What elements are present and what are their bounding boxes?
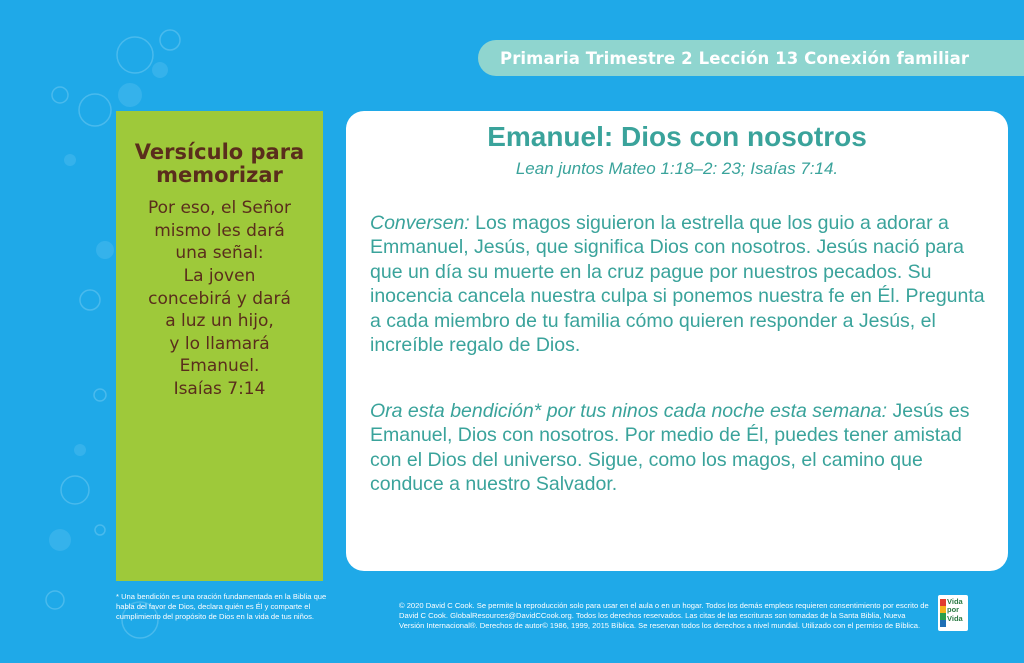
memory-verse-panel xyxy=(116,111,323,581)
conversation-body: Los magos siguieron la estrella que los guio a adorar a Emmanuel, Jesús, que significa Dios con nosotros. Jesús nació para que un día su muerte en la cruz pague por nuestros pecados. Su inocencia cancela nuestra culpa si ponemos nuestra fe en Él. Pregunta a cada miembro de tu familia cómo quieren responder a Jesús, el increíble regalo de Dios. xyxy=(370,212,985,356)
conversation-paragraph xyxy=(370,211,990,357)
blessing-footnote: * Una bendición es una oración fundamentada en la Biblia que habla del favor de Dios, declara quién es Él y comparte el cumplimiento del propósito de Dios en la vida de tus niños. xyxy=(116,592,327,621)
logo-line-2: por xyxy=(947,605,960,615)
family-connection-card xyxy=(346,111,1008,571)
lesson-header-text: Primaria Trimestre 2 Lección 13 Conexión familiar xyxy=(500,48,970,68)
card-subtitle: Lean juntos Mateo 1:18–2: 23; Isaías 7:14. xyxy=(515,159,839,178)
vida-por-vida-logo xyxy=(938,595,968,631)
logo-text xyxy=(947,598,963,623)
blessing-paragraph xyxy=(370,399,990,497)
logo-line-1: Vida xyxy=(947,597,963,606)
lesson-header xyxy=(478,40,1024,76)
blessing-body: Jesús es Emanuel, Dios con nosotros. Por medio de Él, puedes tener amistad con el Dios del universo. Sigue, como los magos, el camino que conduce a nuestro Salvador. xyxy=(370,400,970,496)
blessing-lead: Ora esta bendición* por tus ninos cada noche esta semana: xyxy=(370,400,888,422)
memory-verse-text: Por eso, el Señor mismo les dará una señal: La joven concebirá y dará a luz un hijo, y lo llamará Emanuel. Isaías 7:14 xyxy=(148,198,291,400)
memory-verse-title: Versículo para memorizar xyxy=(134,140,305,188)
card-title: Emanuel: Dios con nosotros xyxy=(487,121,867,152)
copyright-notice: © 2020 David C Cook. Se permite la reproducción solo para usar en el aula o en un hogar. Todos los demás empleos requieren consentimiento por escrito de David C Cook. GlobalResources@DavidCCook.org. Todos los derechos reservados. Las citas de las escrituras son tomadas de la Santa Biblia, Nueva Versión Internacional®. Derechos de autor© 1986, 1999, 2015 Bíblica. Se reservan todos los derechos a nivel mundial. Utilizado con el permiso de Bíblica. xyxy=(399,601,929,630)
conversation-lead: Conversen: xyxy=(370,212,470,234)
logo-stripes-icon xyxy=(940,599,946,627)
logo-line-3: Vida xyxy=(947,613,963,623)
